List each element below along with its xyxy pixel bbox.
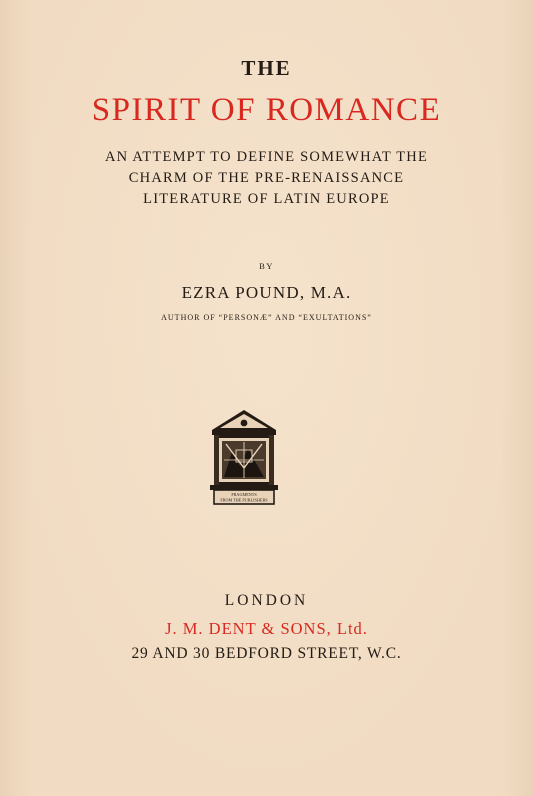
author-credit: AUTHOR OF “PERSONÆ” AND “EXULTATIONS”	[161, 313, 372, 322]
subtitle-line-3: LITERATURE OF LATIN EUROPE	[143, 191, 390, 207]
title-article: THE	[241, 56, 292, 80]
device-caption-line-2: FROM THE PUBLISHERS	[220, 497, 268, 503]
device-caption-line-1: FRAGMENTS	[231, 492, 257, 497]
imprint-city: LONDON	[224, 592, 309, 609]
book-title: SPIRIT OF ROMANCE	[91, 92, 442, 128]
by-label: BY	[259, 261, 274, 271]
publisher-device-icon	[210, 408, 278, 506]
subtitle-line-2: CHARM OF THE PRE-RENAISSANCE	[128, 170, 405, 186]
subtitle-line-1: AN ATTEMPT TO DEFINE SOMEWHAT THE	[104, 149, 429, 165]
author-name: EZRA POUND, M.A.	[181, 283, 352, 302]
imprint-publisher: J. M. DENT & SONS, Ltd.	[165, 619, 368, 638]
imprint-address: 29 AND 30 BEDFORD STREET, W.C.	[131, 645, 402, 662]
